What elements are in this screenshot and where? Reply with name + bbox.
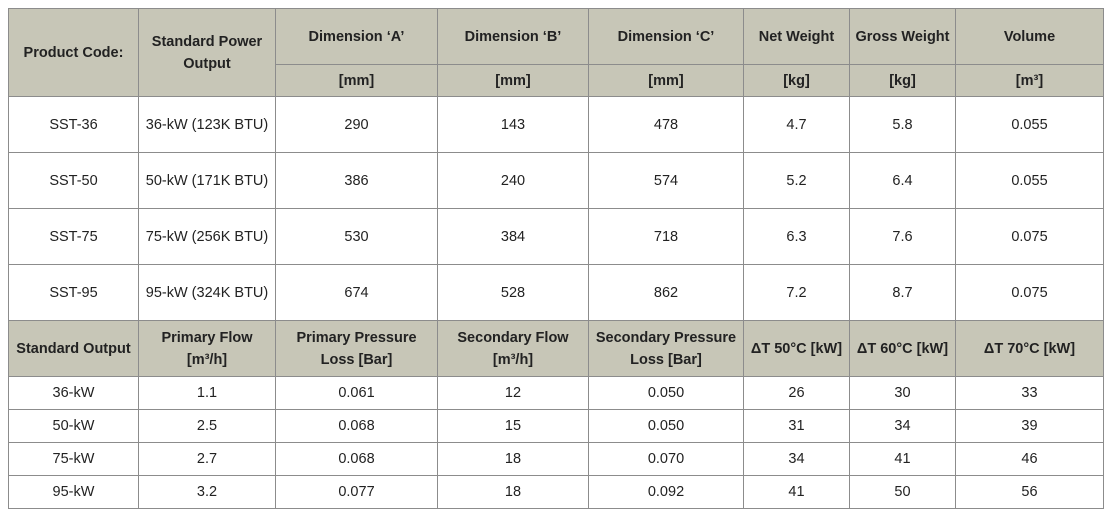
cell-dimension-c: 478 [589,97,744,153]
cell-power-output: 75-kW (256K BTU) [139,209,276,265]
spec-row [9,209,1104,265]
cell-dimension-b: 384 [438,209,589,265]
spec-row [9,265,1104,321]
header-standard-power-output: Standard Power Output [139,9,276,97]
cell-dimension-a: 386 [276,153,438,209]
cell-volume: 0.055 [956,153,1104,209]
cell-dt-70: 33 [956,377,1104,410]
header-dt-70: ΔT 70°C [kW] [956,321,1104,377]
unit-dimension-b: [mm] [438,65,589,97]
cell-secondary-flow: 12 [438,377,589,410]
header-gross-weight: Gross Weight [850,9,956,65]
cell-gross-weight: 7.6 [850,209,956,265]
cell-dimension-a: 290 [276,97,438,153]
cell-volume: 0.055 [956,97,1104,153]
cell-secondary-pressure-loss: 0.092 [589,476,744,509]
cell-secondary-pressure-loss: 0.050 [589,410,744,443]
cell-primary-flow: 1.1 [139,377,276,410]
header-secondary-flow: Secondary Flow [m³/h] [438,321,589,377]
header-product-code: Product Code: [9,9,139,97]
cell-dimension-a: 530 [276,209,438,265]
cell-power-output: 95-kW (324K BTU) [139,265,276,321]
product-spec-table [8,8,1104,509]
cell-dt-50: 34 [744,443,850,476]
perf-row [9,377,1104,410]
header-dt-60: ΔT 60°C [kW] [850,321,956,377]
cell-dt-50: 41 [744,476,850,509]
cell-secondary-pressure-loss: 0.050 [589,377,744,410]
cell-dt-60: 34 [850,410,956,443]
cell-dt-70: 39 [956,410,1104,443]
cell-power-output: 36-kW (123K BTU) [139,97,276,153]
cell-net-weight: 6.3 [744,209,850,265]
cell-product-code: SST-75 [9,209,139,265]
cell-primary-flow: 2.7 [139,443,276,476]
spec-header-row [9,9,1104,65]
cell-standard-output: 75-kW [9,443,139,476]
header-volume: Volume [956,9,1104,65]
header-secondary-pressure-loss: Secondary Pressure Loss [Bar] [589,321,744,377]
header-dt-50: ΔT 50°C [kW] [744,321,850,377]
cell-standard-output: 36-kW [9,377,139,410]
cell-primary-pressure-loss: 0.077 [276,476,438,509]
cell-primary-flow: 2.5 [139,410,276,443]
header-primary-flow: Primary Flow [m³/h] [139,321,276,377]
spec-table-wrapper [8,8,1104,509]
unit-dimension-c: [mm] [589,65,744,97]
cell-volume: 0.075 [956,209,1104,265]
cell-gross-weight: 8.7 [850,265,956,321]
cell-dt-60: 30 [850,377,956,410]
spec-row [9,97,1104,153]
perf-row [9,410,1104,443]
cell-dimension-b: 143 [438,97,589,153]
cell-secondary-pressure-loss: 0.070 [589,443,744,476]
cell-net-weight: 5.2 [744,153,850,209]
spec-row [9,153,1104,209]
header-dimension-b: Dimension ‘B’ [438,9,589,65]
cell-dt-50: 26 [744,377,850,410]
cell-volume: 0.075 [956,265,1104,321]
cell-dimension-b: 240 [438,153,589,209]
cell-primary-pressure-loss: 0.061 [276,377,438,410]
unit-net-weight: [kg] [744,65,850,97]
cell-product-code: SST-36 [9,97,139,153]
cell-net-weight: 7.2 [744,265,850,321]
header-net-weight: Net Weight [744,9,850,65]
header-dimension-c: Dimension ‘C’ [589,9,744,65]
cell-gross-weight: 5.8 [850,97,956,153]
unit-volume: [m³] [956,65,1104,97]
cell-product-code: SST-95 [9,265,139,321]
cell-dt-60: 41 [850,443,956,476]
cell-product-code: SST-50 [9,153,139,209]
cell-net-weight: 4.7 [744,97,850,153]
unit-dimension-a: [mm] [276,65,438,97]
header-primary-pressure-loss: Primary Pressure Loss [Bar] [276,321,438,377]
unit-gross-weight: [kg] [850,65,956,97]
cell-dimension-c: 574 [589,153,744,209]
cell-power-output: 50-kW (171K BTU) [139,153,276,209]
cell-secondary-flow: 18 [438,443,589,476]
cell-primary-pressure-loss: 0.068 [276,443,438,476]
cell-dimension-b: 528 [438,265,589,321]
cell-primary-pressure-loss: 0.068 [276,410,438,443]
cell-secondary-flow: 15 [438,410,589,443]
perf-header-row [9,321,1104,377]
cell-dt-50: 31 [744,410,850,443]
cell-standard-output: 95-kW [9,476,139,509]
cell-dimension-c: 718 [589,209,744,265]
header-standard-output: Standard Output [9,321,139,377]
cell-dimension-a: 674 [276,265,438,321]
cell-dimension-c: 862 [589,265,744,321]
cell-secondary-flow: 18 [438,476,589,509]
cell-dt-70: 46 [956,443,1104,476]
perf-row [9,476,1104,509]
cell-standard-output: 50-kW [9,410,139,443]
cell-dt-70: 56 [956,476,1104,509]
header-dimension-a: Dimension ‘A’ [276,9,438,65]
cell-gross-weight: 6.4 [850,153,956,209]
cell-primary-flow: 3.2 [139,476,276,509]
cell-dt-60: 50 [850,476,956,509]
perf-row [9,443,1104,476]
